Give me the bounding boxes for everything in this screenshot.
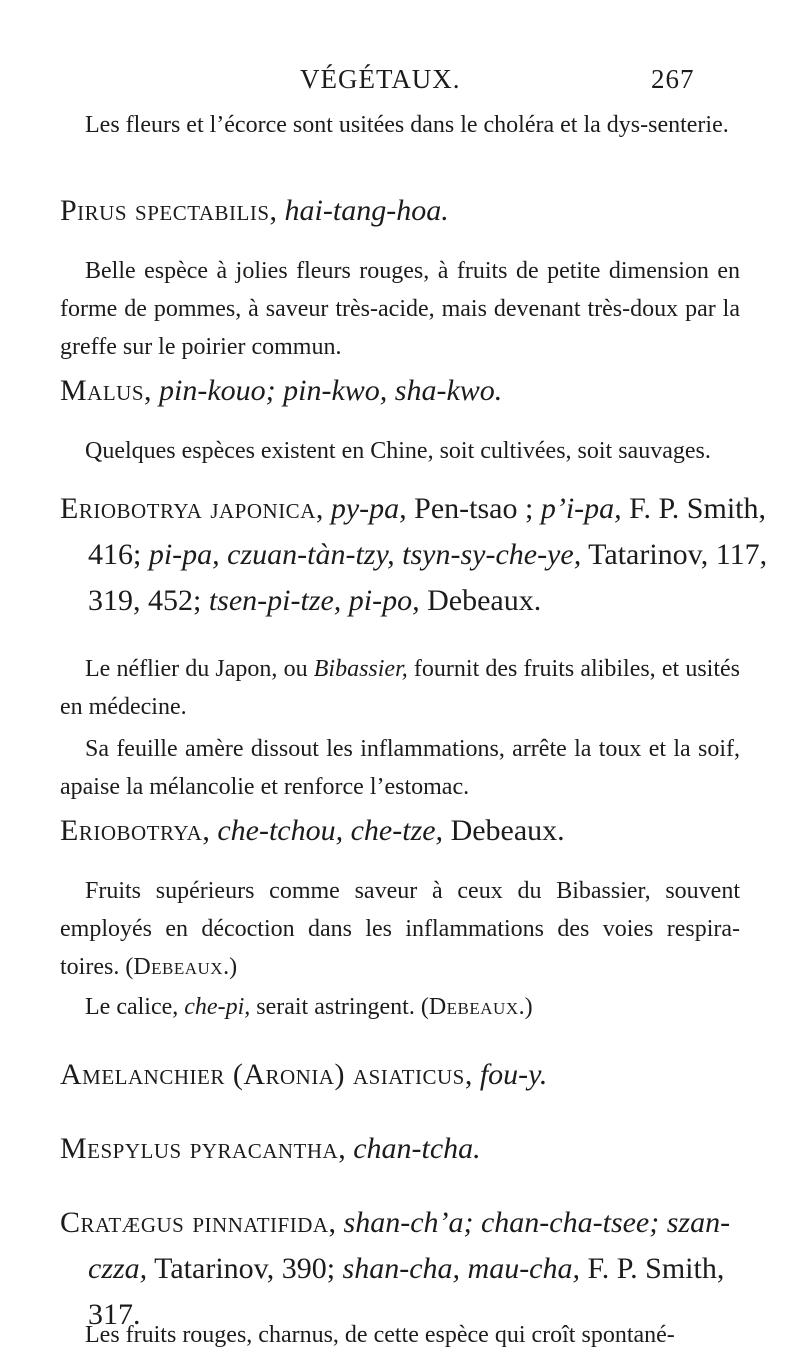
- text-run: ,: [328, 1206, 344, 1239]
- page-header: [0, 64, 800, 104]
- chinese-name: tsen-pi-tze, pi-po,: [208, 584, 420, 617]
- text-run: Fruits supérieurs comme saveur à ceux du Bibassier, souvent employés en décoction dans les inflammations des voies respira-toires. (: [60, 878, 740, 980]
- text-run: ,: [315, 492, 331, 525]
- species-name: Debeaux: [428, 994, 519, 1020]
- species-name: Eriobotrya japonica: [60, 492, 316, 525]
- chinese-name: shan-cha, mau-cha,: [342, 1252, 580, 1285]
- page-number: 267: [651, 64, 695, 94]
- species-name: Pirus spectabilis: [60, 194, 270, 227]
- text-run: F. P. Smith, 416;: [88, 492, 766, 571]
- text-run: Tatarinov, 390;: [147, 1252, 343, 1285]
- paragraph: [60, 1316, 740, 1354]
- chinese-name: che-pi,: [184, 994, 251, 1020]
- species-name: Mespylus pyracantha: [60, 1132, 339, 1165]
- text-run: Debeaux.: [443, 814, 565, 847]
- chinese-name: hai-tang-hoa.: [284, 194, 449, 227]
- species-entry: [60, 368, 740, 414]
- text-run: ,: [202, 814, 218, 847]
- chinese-name: p’i-pa,: [540, 492, 622, 525]
- chinese-name: chan-tcha.: [353, 1132, 481, 1165]
- species-name: Amelanchier (Aronia) asiaticus: [60, 1058, 465, 1091]
- species-name: Cratægus pinnatifida: [60, 1206, 329, 1239]
- text-run: F. P. Smith, 317.: [88, 1252, 725, 1331]
- species-entry: [60, 1126, 740, 1172]
- text-run: Le néflier du Japon, ou: [85, 656, 314, 682]
- text-run: Pen-tsao ;: [406, 492, 541, 525]
- text-run: ,: [269, 194, 285, 227]
- paragraph: [60, 106, 740, 144]
- text-run: Les fruits rouges, charnus, de cette espèce qui croît spontané-: [85, 1322, 675, 1348]
- paragraph: [60, 988, 740, 1026]
- text-run: Tatarinov, 117, 319, 452;: [88, 538, 768, 617]
- chinese-name: che-tchou, che-tze,: [217, 814, 444, 847]
- species-name: Eriobotrya: [60, 814, 203, 847]
- text-run: ,: [144, 374, 160, 407]
- text-run: .): [223, 954, 238, 980]
- species-name: Malus: [60, 374, 145, 407]
- species-name: Debeaux: [133, 954, 224, 980]
- text-run: Debeaux.: [419, 584, 542, 617]
- text-run: Sa feuille amère dissout les inflammations, arrête la toux et la soif, apaise la mélancolie et renforce l’estomac.: [60, 736, 740, 800]
- chinese-name: Bibassier,: [313, 656, 408, 682]
- text-run: serait astringent. (: [250, 994, 429, 1020]
- paragraph: [60, 252, 740, 366]
- text-run: Belle espèce à jolies fleurs rouges, à fruits de petite dimension en forme de pommes, à saveur très-acide, mais devenant très-doux par la greffe sur le poirier commun.: [60, 258, 740, 360]
- text-run: Quelques espèces existent en Chine, soit cultivées, soit sauvages.: [85, 438, 711, 464]
- running-title: VÉGÉTAUX.: [300, 64, 461, 94]
- text-run: ,: [338, 1132, 354, 1165]
- text-run: ,: [464, 1058, 480, 1091]
- text-run: fournit des fruits alibiles, et usités en médecine.: [60, 656, 740, 720]
- species-entry: [60, 486, 768, 624]
- species-entry: [60, 1052, 740, 1098]
- paragraph: [60, 730, 740, 806]
- chinese-name: fou-y.: [479, 1058, 548, 1091]
- chinese-name: pi-pa, czuan-tàn-tzy, tsyn-sy-che-ye,: [148, 538, 582, 571]
- text-run: .): [518, 994, 533, 1020]
- chinese-name: pin-kouo; pin-kwo, sha-kwo.: [159, 374, 503, 407]
- paragraph: [60, 432, 740, 470]
- paragraph: [60, 872, 740, 986]
- text-run: Le calice,: [85, 994, 185, 1020]
- chinese-name: py-pa,: [330, 492, 407, 525]
- paragraph: [60, 650, 740, 726]
- species-entry: [60, 808, 740, 854]
- species-entry: [60, 188, 740, 234]
- chinese-name: shan-ch’a; chan-cha-tsee; szan-czza,: [88, 1206, 731, 1285]
- text-run: Les fleurs et l’écorce sont usitées dans le choléra et la dys-senterie.: [85, 112, 729, 138]
